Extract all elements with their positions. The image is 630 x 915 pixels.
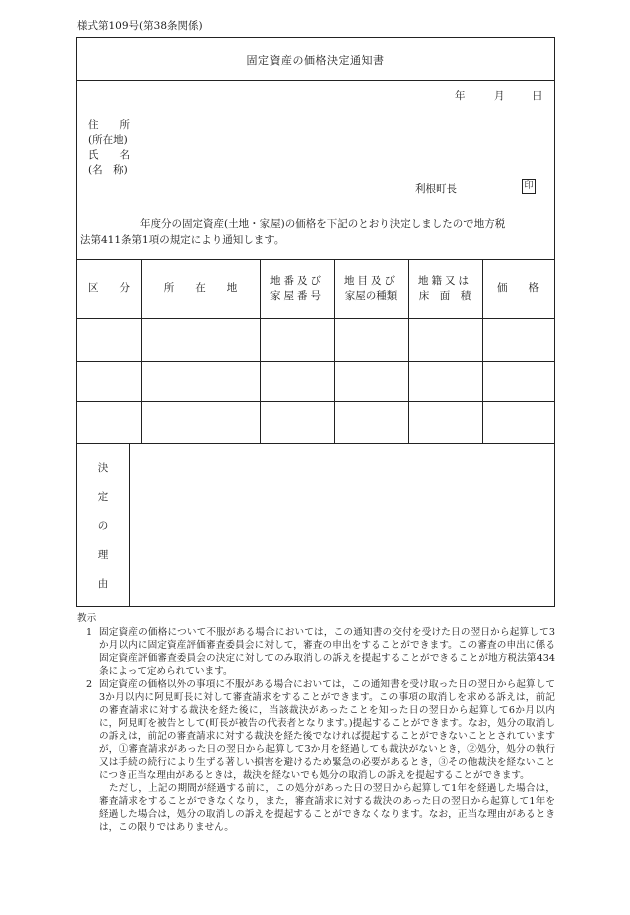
date-day: 日: [532, 90, 543, 102]
name-alt-label: (名 称): [88, 164, 128, 176]
header-location: [141, 259, 260, 318]
reason-char: 決: [97, 461, 109, 474]
header-price-text: 価 格: [497, 282, 539, 294]
header-lot-number-line1: 地番及び: [270, 274, 324, 287]
header-price: [482, 259, 554, 318]
date-year: 年: [455, 90, 466, 102]
header-lot-number-line2: 家屋番号: [270, 289, 324, 302]
issuer-name: 利根町長: [415, 183, 457, 195]
header-location-text: 所 在 地: [163, 282, 238, 294]
header-area-line2: 床 面 積: [418, 289, 472, 302]
table-bottom-border: [77, 443, 554, 444]
instruction-paragraph: 固定資産の価格について不服がある場合においては，この通知書の交付を受けた日の翌日から起算して3か月以内に固定資産評価審査委員会に対して，審査の申出をすることができます。この審査の申出に係る固定資産評価審査委員会の決定に対してのみ取消しの訴えを提起することができることが地方税法第434条によって定められています。: [99, 627, 555, 677]
reason-divider: [129, 443, 130, 607]
header-land-type-line1: 地目及び: [344, 274, 398, 287]
instruction-item: [77, 626, 555, 678]
notice-form: [76, 37, 555, 607]
seal-mark: 印: [522, 179, 536, 194]
instruction-number: 1: [86, 627, 93, 638]
name-label: 氏 名: [88, 149, 130, 161]
reason-char: 理: [97, 548, 109, 561]
reason-label: [77, 444, 129, 608]
address-alt-label: (所在地): [88, 134, 128, 146]
instruction-item: [77, 678, 555, 834]
header-category: [77, 259, 141, 318]
header-area: [408, 259, 482, 318]
instruction-paragraph: ただし，上記の期間が経過する前に，この処分があった日の翌日から起算して1年を経過した場合は，審査請求をすることができなくなり，また，審査請求に対する裁決のあった日の翌日から起算して1年を経過した場合は，処分の取消しの訴えを提起することができなくなります。なお，正当な理由があるときは，この限りではありません。: [99, 783, 555, 833]
address-label: 住 所: [88, 119, 130, 131]
reason-char: 定: [97, 490, 109, 503]
form-number: 様式第109号(第38条関係): [77, 20, 203, 32]
instructions-heading: 教示: [77, 613, 97, 624]
header-land-type-line2: 家屋の種類: [344, 289, 398, 302]
header-land-type: [334, 259, 408, 318]
instruction-number: 2: [86, 679, 93, 690]
date-month: 月: [494, 90, 505, 102]
reason-char: の: [97, 519, 109, 532]
notice-line-2: 法第411条第1項の規定により通知します。: [80, 234, 285, 246]
header-area-line1: 地籍又は: [418, 274, 472, 287]
form-title: 固定資産の価格決定通知書: [246, 54, 385, 67]
reason-char: 由: [97, 577, 109, 590]
title-divider: [77, 80, 554, 81]
instruction-paragraph: 固定資産の価格以外の事項に不服がある場合においては，この通知書を受け取った日の翌日から起算して3か月以内に阿見町長に対して審査請求をすることができます。この事項の取消しを求める訴えは，前記の審査請求に対する裁決を経た後に，当該裁決があったことを知った日の翌日から起算して6か月以内に，阿見町を被告として(町長が被告の代表者となります。)提起することができます。なお，処分の取消しの訴えは，前記の審査請求に対する裁決を経た後でなければ提起することができないこととされていますが，①審査請求があった日の翌日から起算して3か月を経過しても裁決がないとき，②処分，処分の執行又は手続の続行により生ずる著しい損害を避けるため緊急の必要があるとき，③その他裁決を経ないことにつき正当な理由があるときは，裁決を経ないでも処分の取消しの訴えを提起することができます。: [99, 679, 555, 781]
header-lot-number: [260, 259, 334, 318]
header-category-text: 区 分: [88, 282, 130, 294]
instructions: [77, 612, 555, 834]
notice-line-1: 年度分の固定資産(土地・家屋)の価格を下記のとおり決定しましたので地方税: [140, 218, 506, 230]
